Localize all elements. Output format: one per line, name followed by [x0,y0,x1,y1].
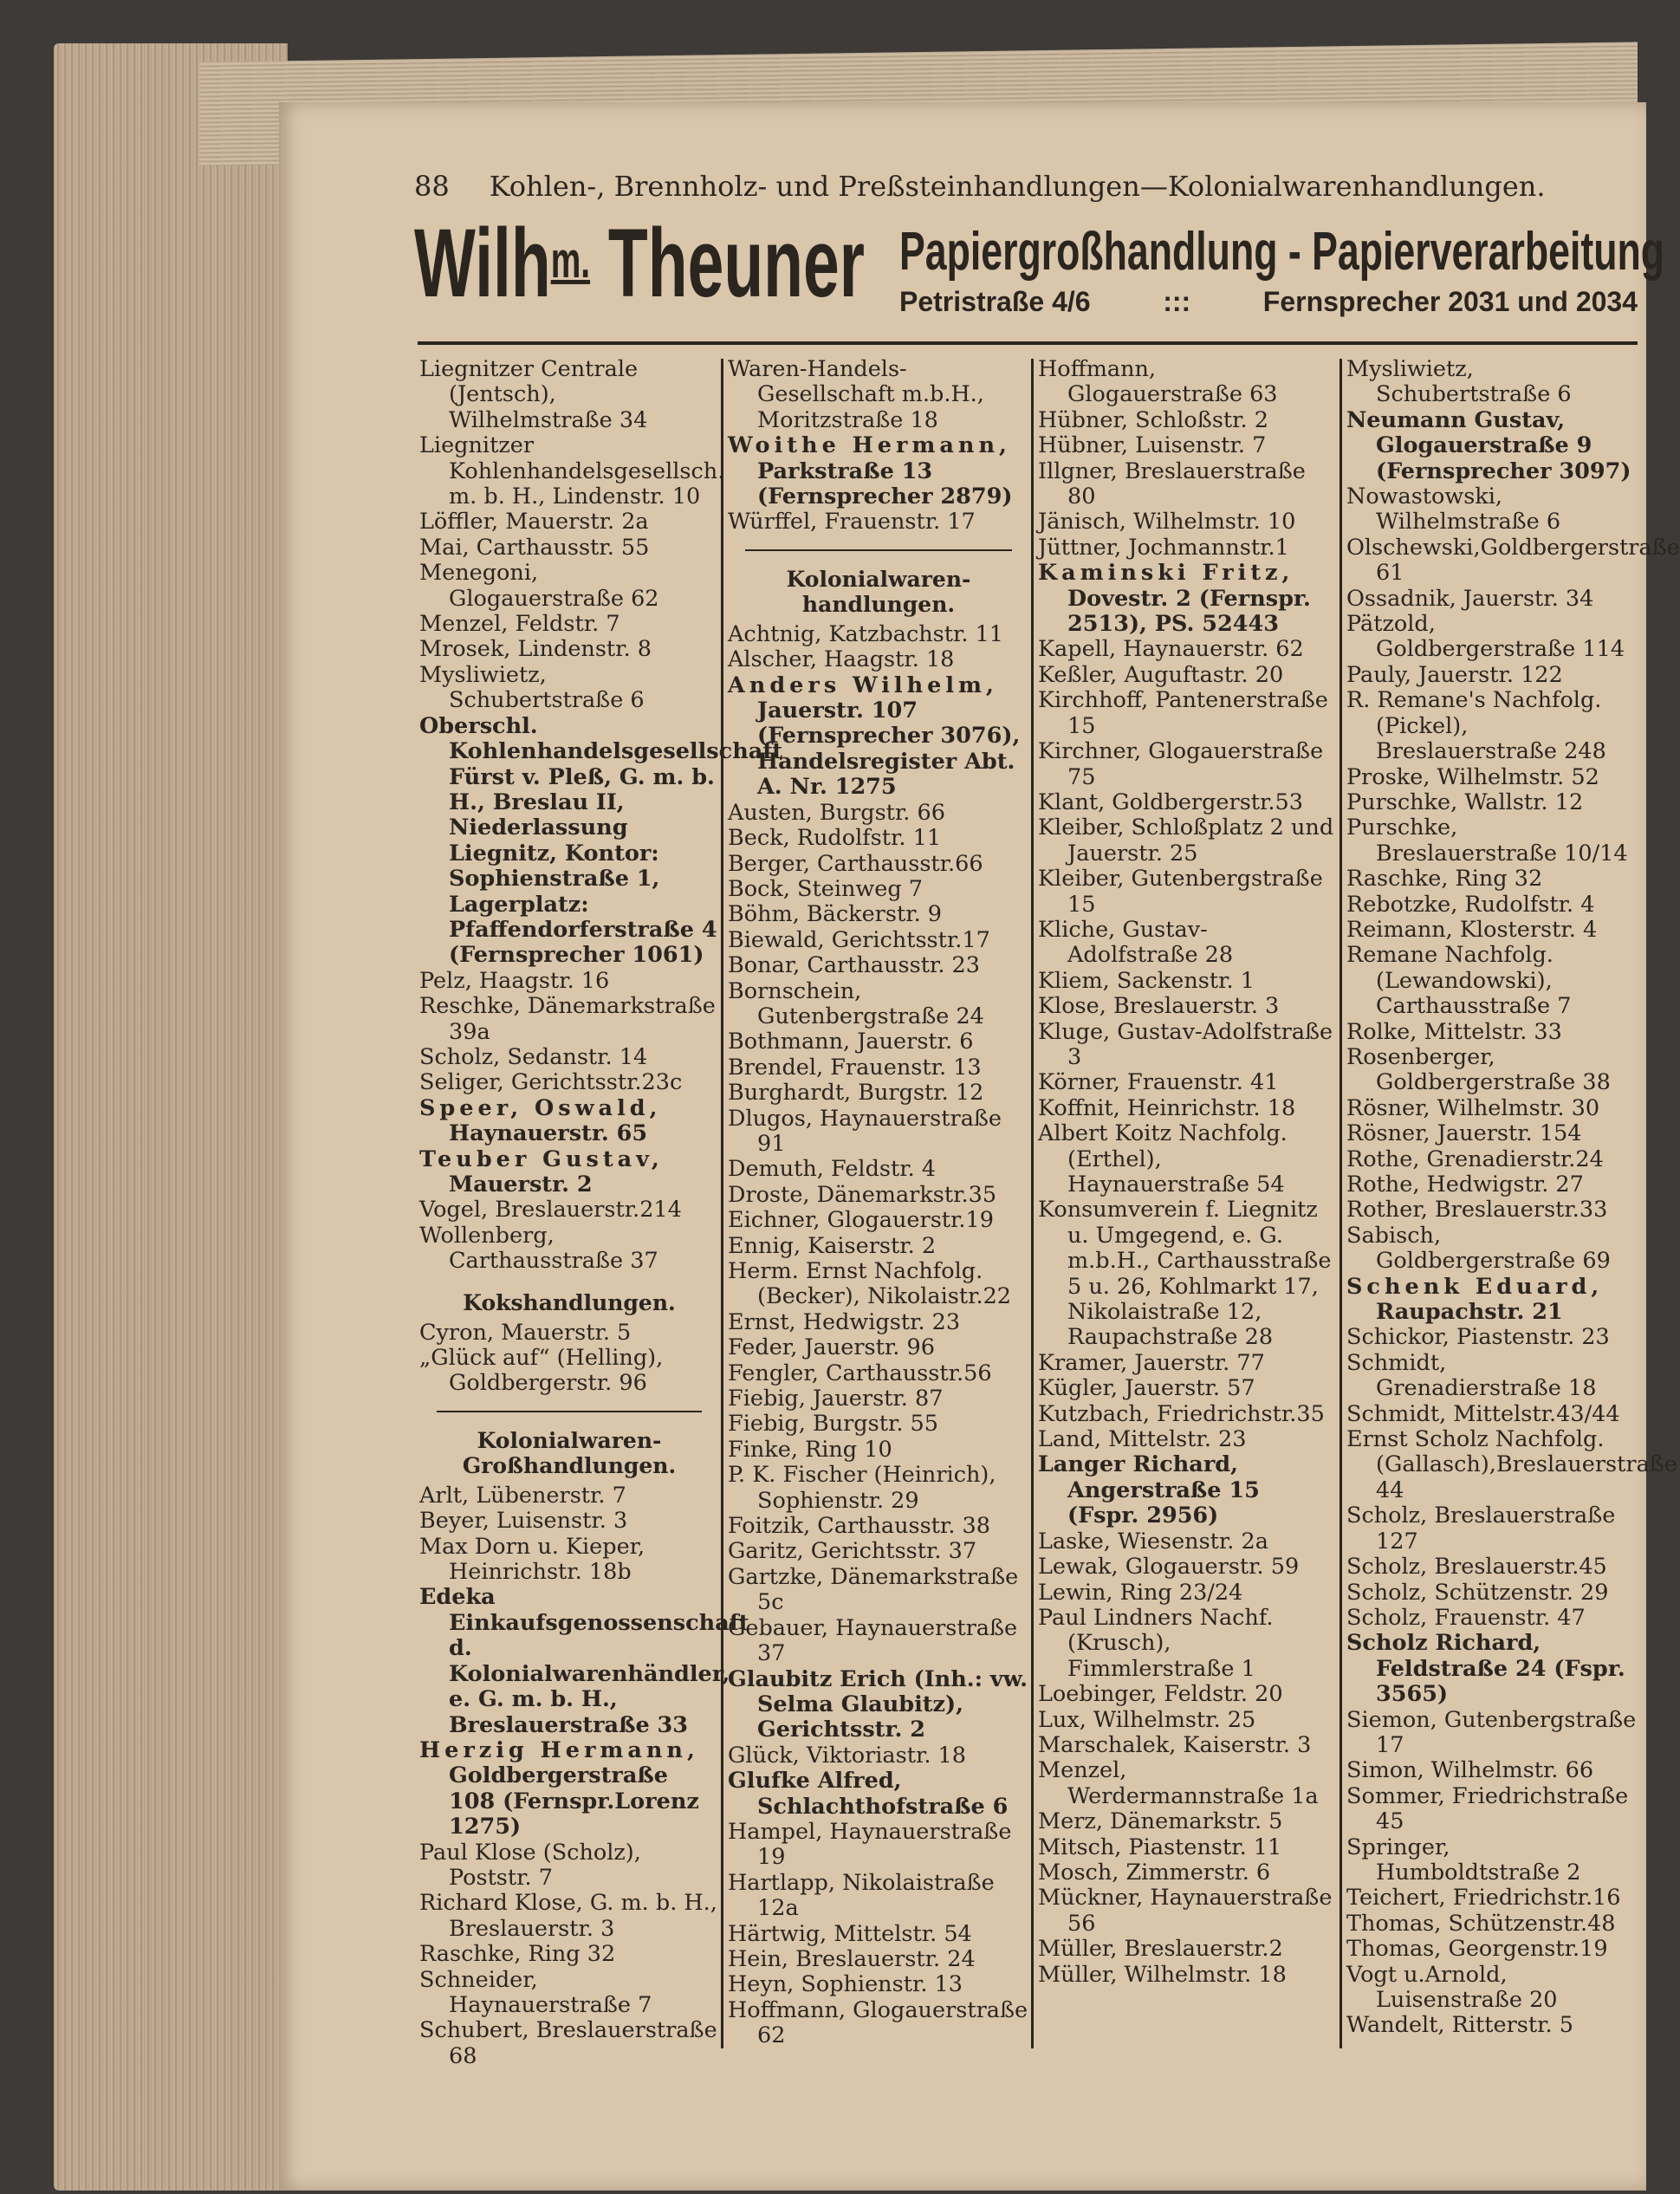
directory-entry: Reimann, Klosterstr. 4 [1346,916,1598,943]
directory-entry: Liegnitzer Kohlenhandelsgesellsch. m. b. H., Lindenstr. 10 [419,432,725,510]
entry-list [1346,1324,1677,1631]
directory-entry: Eichner, Glogauerstr.19 [728,1207,994,1234]
directory-entry: Kliche, Gustav-Adolfstraße 28 [1038,916,1234,969]
directory-entry: Springer, Humboldtstraße 2 [1346,1834,1581,1886]
directory-entry: Ossadnik, Jauerstr. 34 [1346,585,1594,612]
directory-entry: Fiebig, Jauerstr. 87 [728,1386,944,1412]
directory-entry: Menzel, Feldstr. 7 [419,611,620,638]
column-divider [1339,359,1342,2048]
directory-entry: Kügler, Jauerstr. 57 [1038,1375,1255,1402]
entry-list [1346,1708,1638,2039]
directory-entry: Rothe, Hedwigstr. 27 [1346,1172,1584,1198]
directory-entry: Berger, Carthausstr.66 [728,850,983,877]
directory-entry: Thomas, Georgenstr.19 [1346,1936,1608,1963]
directory-entry: Jänisch, Wilhelmstr. 10 [1038,509,1296,536]
directory-entry: Kliem, Sackenstr. 1 [1038,967,1255,994]
directory-entry: Klose, Breslauerstr. 3 [1038,993,1280,1020]
directory-entry: Mysliwietz, Schubertstraße 6 [419,661,645,714]
entry-list [419,1198,719,1274]
directory-entry: Müller, Wilhelmstr. 18 [1038,1961,1287,1988]
directory-entry: Mrosek, Lindenstr. 8 [419,636,652,663]
directory-entry: Wandelt, Ritterstr. 5 [1346,2012,1573,2039]
directory-entry: Richard Klose, G. m. b. H., Breslauerstr. 3 [419,1890,717,1942]
entry-list [419,1321,719,1397]
directory-entry: Proske, Wilhelmstr. 52 [1346,763,1599,790]
entry-speer [419,1096,719,1147]
directory-entry: Rother, Breslauerstr.33 [1346,1197,1608,1224]
directory-entry: Härtwig, Mittelstr. 54 [728,1920,972,1947]
entry-list [419,969,719,1096]
entry-anders-name: Anders Wilhelm, [728,672,998,698]
entry-list [1038,357,1338,561]
entry-neumann: Neumann Gustav, Glogauerstraße 9 (Fernsprecher 3097) [1346,406,1631,484]
entry-woithe [728,433,1029,510]
column-divider [721,359,723,2048]
directory-entry: Rebotzke, Rudolfstr. 4 [1346,891,1595,918]
directory-entry: Scholz, Frauenstr. 47 [1346,1604,1586,1631]
entry-herzig-address: Goldbergerstraße 108 (Fernspr.Lorenz 1275) [449,1762,699,1840]
directory-entry: Körner, Frauenstr. 41 [1038,1069,1279,1096]
directory-entry: Garitz, Gerichtsstr. 37 [728,1538,977,1565]
entry-teuber [419,1147,719,1198]
entry-list [419,1483,719,1586]
section-heading-kokshandlungen: Kokshandlungen. [463,1289,676,1315]
directory-entry: Beyer, Luisenstr. 3 [419,1508,628,1535]
directory-entry: Purschke, Breslauerstraße 10/14 [1346,815,1628,867]
directory-entry: Rösner, Wilhelmstr. 30 [1346,1094,1600,1121]
header-rule [418,341,1638,345]
directory-entry: Bornschein, Gutenbergstraße 24 [728,977,984,1029]
entry-list [728,801,1029,1667]
directory-entry: Purschke, Wallstr. 12 [1346,789,1584,815]
archive-stamp [165,485,277,1282]
directory-entry: Reschke, Dänemarkstraße 39a [419,993,716,1045]
directory-entry: Hoffmann, Glogauerstraße 63 [1038,356,1278,408]
entry-list [728,1820,1029,2049]
directory-entry: Rösner, Jauerstr. 154 [1346,1120,1582,1147]
page-number: 88 [414,170,450,203]
directory-entry: Jüttner, Jochmannstr.1 [1038,534,1289,561]
heading-line-2: handlungen. [801,591,956,617]
directory-entry: Land, Mittelstr. 23 [1038,1426,1247,1453]
directory-entry: Löffler, Mauerstr. 2a [419,509,649,536]
directory-entry: Alscher, Haagstr. 18 [728,646,955,673]
directory-entry: Kluge, Gustav-Adolfstraße 3 [1038,1018,1333,1070]
directory-entry: Hampel, Haynauerstraße 19 [728,1818,1012,1871]
directory-entry: Sommer, Friedrichstraße 45 [1346,1782,1629,1835]
section-heading-kolonialwaren [728,567,1029,617]
directory-columns [418,356,1680,2069]
directory-entry: Scholz, Breslauerstr.45 [1346,1554,1607,1581]
directory-entry: Merz, Dänemarkstr. 5 [1038,1808,1283,1835]
directory-entry: Lux, Wilhelmstr. 25 [1038,1706,1256,1733]
directory-entry: Bothmann, Jauerstr. 6 [728,1029,974,1055]
entry-list [728,357,1029,433]
directory-entry: Wollenberg, Carthausstraße 37 [419,1222,658,1275]
directory-entry: Hoffmann, Glogauerstraße 62 [728,1996,1028,2049]
entry-langer: Langer Richard, Angerstraße 15 (Fspr. 2956) [1038,1451,1260,1529]
entry-schenk-address: Raupachstr. 21 [1376,1299,1563,1326]
entry-schenk-name: Schenk Eduard, [1346,1273,1604,1300]
entry-edeka: Edeka Einkaufsgenossenschaft d. Kolonialwarenhändler, e. G. m. b. H., Breslauerstraße 33 [419,1584,749,1738]
entry-list [1346,357,1638,408]
entry-kaminski-name: Kaminski Fritz, [1038,560,1294,587]
directory-entry: Glück, Viktoriastr. 18 [728,1742,966,1769]
directory-entry: Kapell, Haynauerstr. 62 [1038,636,1304,663]
column-divider [1031,359,1034,2048]
entry-speer-name: Speer, Oswald, [419,1094,662,1121]
directory-entry: Menegoni, Glogauerstraße 62 [419,560,659,612]
ad-business-line: Papiergroßhandlung - Papierverarbeitung [899,222,1665,282]
entry-anders-address: Jauerstr. 107 (Fernsprecher 3076), Handelsregister Abt. A. Nr. 1275 [757,698,1021,801]
heading-line-2: Großhandlungen. [462,1452,677,1478]
directory-entry: Finke, Ring 10 [728,1436,892,1463]
directory-entry: Remane Nachfolg. (Lewandowski), Carthausstraße 7 [1346,942,1572,1020]
directory-entry: Hein, Breslauerstr. 24 [728,1945,976,1972]
ad-name-last: Theuner [607,209,865,317]
directory-entry: Paul Klose (Scholz), Poststr. 7 [419,1839,641,1891]
directory-entry: Hübner, Luisenstr. 7 [1038,432,1267,459]
entry-anders [728,673,1029,801]
directory-entry: „Glück auf“ (Helling), Goldbergerstr. 96 [419,1345,664,1397]
directory-entry: Seliger, Gerichtsstr.23c [419,1069,683,1096]
directory-entry: Teichert, Friedrichstr.16 [1346,1885,1621,1912]
directory-entry: Raschke, Ring 32 [419,1941,616,1968]
entry-teuber-name: Teuber Gustav, [419,1146,664,1172]
directory-entry: Illgner, Breslauerstraße 80 [1038,458,1306,510]
directory-entry: Kirchhoff, Pantenerstraße 15 [1038,687,1328,739]
directory-entry: Ennig, Kaiserstr. 2 [728,1232,937,1259]
ad-name-first: Wilh [414,209,551,317]
entry-list [419,356,725,714]
directory-entry: Bock, Steinweg 7 [728,875,923,902]
directory-entry: Marschalek, Kaiserstr. 3 [1038,1731,1312,1758]
entry-woithe-name: Woithe Hermann, [728,432,1011,459]
column-2 [728,357,1029,2055]
directory-entry: Kleiber, Gutenbergstraße 15 [1038,866,1323,918]
directory-entry: Müller, Breslauerstr.2 [1038,1936,1283,1963]
directory-entry: Albert Koitz Nachfolg. (Erthel), Haynauerstraße 54 [1038,1120,1288,1198]
entry-list [1038,637,1338,1452]
directory-entry: Scholz, Schützenstr. 29 [1346,1579,1609,1606]
entry-glaubitz: Glaubitz Erich (Inh.: vw. Selma Glaubitz), Gerichtsstr. 2 [728,1665,1028,1743]
directory-entry: Feder, Jauerstr. 96 [728,1334,935,1361]
entry-glufke: Glufke Alfred, Schlachthofstraße 6 [728,1768,1009,1820]
section-rule [745,549,1012,551]
directory-entry: Raschke, Ring 32 [1346,866,1543,893]
entry-schenk [1346,1275,1638,1326]
directory-entry: Mai, Carthausstr. 55 [419,534,650,561]
entry-kaminski [1038,561,1338,637]
entry-herzig-name: Herzig Hermann, [419,1736,699,1763]
directory-entry: Ernst Scholz Nachfolg. (Gallasch),Breslauerstraße 44 [1346,1426,1677,1503]
directory-entry: Mosch, Zimmerstr. 6 [1038,1859,1271,1886]
directory-entry: Austen, Burgstr. 66 [728,799,945,826]
directory-entry: Mückner, Haynauerstraße 56 [1038,1885,1333,1937]
entry-herzig [419,1738,719,1840]
directory-entry: Mitsch, Piastenstr. 11 [1038,1834,1282,1860]
directory-entry: Kleiber, Schloßplatz 2 und Jauerstr. 25 [1038,815,1334,867]
directory-entry: Gebauer, Haynauerstraße 37 [728,1614,1018,1667]
directory-entry: Nowastowski, Wilhelmstraße 6 [1346,484,1561,536]
entry-scholz-richard: Scholz Richard, Feldstraße 24 (Fspr. 3565) [1346,1630,1625,1708]
directory-entry: Foitzik, Carthausstr. 38 [728,1513,990,1540]
directory-entry: Biewald, Gerichtsstr.17 [728,926,990,953]
directory-entry: Bonar, Carthausstr. 23 [728,952,980,979]
directory-entry: Thomas, Schützenstr.48 [1346,1910,1616,1937]
directory-entry: Konsumverein f. Liegnitz u. Umgegend, e. G. m.b.H., Carthausstraße 5 u. 26, Kohlmarkt 17, Nikolaistraße 12, Raupachstraße 28 [1038,1197,1332,1351]
entry-woithe-address: Parkstraße 13 (Fernsprecher 2879) [757,458,1013,510]
directory-entry: Pelz, Haagstr. 16 [419,967,610,994]
directory-entry: Pauly, Jauerstr. 122 [1346,661,1563,688]
directory-entry: Beck, Rudolfstr. 11 [728,825,942,852]
entry-kaminski-address: Dovestr. 2 (Fernspr. 2513), PS. 52443 [1067,585,1311,638]
directory-entry: Burghardt, Burgstr. 12 [728,1080,984,1107]
directory-entry: Waren-Handels-Gesellschaft m.b.H., Moritzstraße 18 [728,356,984,433]
directory-entry: Mysliwietz, Schubertstraße 6 [1346,356,1572,408]
column-4 [1346,356,1680,2055]
ad-details [899,222,1665,318]
entry-speer-address: Haynauerstr. 65 [449,1120,648,1147]
directory-entry: Arlt, Lübenerstr. 7 [419,1482,626,1509]
directory-entry: Schmidt, Mittelstr.43/44 [1346,1400,1620,1427]
entry-list [728,1743,1029,1769]
directory-entry: Liegnitzer Centrale (Jentsch), Wilhelmstraße 34 [419,356,648,433]
directory-entry: Brendel, Frauenstr. 13 [728,1054,982,1081]
ad-company-name [414,209,865,317]
directory-entry: Scholz, Breslauerstraße 127 [1346,1503,1616,1555]
directory-entry: Rosenberger, Goldbergerstraße 38 [1346,1043,1611,1096]
directory-entry: Lewin, Ring 23/24 [1038,1579,1243,1606]
directory-entry: Koffnit, Heinrichstr. 18 [1038,1094,1296,1121]
directory-entry: Ernst, Hedwigstr. 23 [728,1308,961,1335]
ad-phone: Fernsprecher 2031 und 2034 [1262,286,1638,317]
directory-entry: Vogt u.Arnold, Luisenstraße 20 [1346,1961,1558,2013]
directory-entry: Olschewski,Goldbergerstraße 61 [1346,534,1680,587]
directory-entry: Paul Lindners Nachf. (Krusch), Fimmlerstraße 1 [1038,1604,1274,1682]
running-head [414,170,1644,203]
directory-entry: Schickor, Piastenstr. 23 [1346,1324,1610,1351]
directory-entry: Cyron, Mauerstr. 5 [419,1319,632,1346]
entry-list [419,1840,719,2070]
directory-entry: Gartzke, Dänemarkstraße 5c [728,1563,1019,1616]
directory-entry: Rothe, Grenadierstr.24 [1346,1146,1604,1172]
directory-entry: R. Remane's Nachfolg. (Pickel), Breslauerstraße 248 [1346,687,1606,765]
directory-entry: Heyn, Sophienstr. 13 [728,1971,963,1998]
ad-name-sup: m. [550,232,591,289]
directory-entry: Lewak, Glogauerstr. 59 [1038,1554,1300,1581]
directory-entry: Sabisch, Goldbergerstraße 69 [1346,1222,1611,1275]
directory-entry: Kutzbach, Friedrichstr.35 [1038,1400,1325,1427]
column-1 [419,356,783,2069]
entry-list [728,510,1029,535]
directory-entry: Loebinger, Feldstr. 20 [1038,1681,1283,1708]
directory-entry: Kramer, Jauerstr. 77 [1038,1349,1265,1376]
heading-line-1: Kolonialwaren- [786,566,971,592]
directory-entry: Hartlapp, Nikolaistraße 12a [728,1869,995,1922]
directory-entry: Schneider, Haynauerstraße 7 [419,1966,652,2018]
directory-entry: Menzel, Werdermannstraße 1a [1038,1757,1319,1809]
directory-entry: Fengler, Carthausstr.56 [728,1360,992,1386]
heading-line-1: Kolonialwaren- [477,1427,662,1453]
directory-entry: Würffel, Frauenstr. 17 [728,509,976,536]
directory-entry: Achtnig, Katzbachstr. 11 [728,620,1004,647]
directory-entry: Dlugos, Haynauerstraße 91 [728,1105,1002,1157]
section-rule [437,1411,702,1412]
section-heading-grosshandlungen [419,1428,719,1478]
directory-entry: Simon, Wilhelmstr. 66 [1346,1757,1594,1784]
directory-entry: Schubert, Breslauerstraße 68 [419,2017,717,2069]
column-3 [1038,357,1338,2055]
entry-list [1038,1529,1338,1988]
ad-contact-line [899,286,1638,318]
page-title: Kohlen-, Brennholz- und Preßsteinhandlungen—Kolonialwarenhandlungen. [489,170,1546,203]
entry-list [728,622,1029,673]
directory-entry: Max Dorn u. Kieper, Heinrichstr. 18b [419,1533,645,1586]
directory-entry: Demuth, Feldstr. 4 [728,1156,937,1183]
directory-entry: Vogel, Breslauerstr.214 [419,1197,682,1224]
directory-entry: Klant, Goldbergerstr.53 [1038,789,1303,815]
ad-separator: ::: [1163,286,1191,317]
directory-entry: Schmidt, Grenadierstraße 18 [1346,1349,1597,1402]
directory-entry: Böhm, Bäckerstr. 9 [728,901,943,928]
entry-teuber-address: Mauerstr. 2 [449,1172,593,1198]
entry-oberschl-kohlenhandel: Oberschl. Kohlenhandelsgesellschaft Fürst v. Pleß, G. m. b. H., Breslau II, Niederlassung Liegnitz, Kontor: Sophienstraße 1, Lagerplatz: Pfaffendorferstraße 4 (Fernsprecher 1061) [419,712,783,969]
directory-entry: Kirchner, Glogauerstraße 75 [1038,738,1324,790]
directory-entry: Keßler, Auguftastr. 20 [1038,661,1284,688]
directory-entry: Pätzold, Goldbergerstraße 114 [1346,611,1625,663]
directory-entry: P. K. Fischer (Heinrich), Sophienstr. 29 [728,1462,996,1514]
directory-entry: Fiebig, Burgstr. 55 [728,1411,939,1438]
directory-entry: Laske, Wiesenstr. 2a [1038,1528,1268,1555]
entry-list [1346,484,1680,1275]
ad-address: Petristraße 4/6 [899,286,1091,317]
directory-entry: Siemon, Gutenbergstraße 17 [1346,1706,1637,1758]
directory-entry: Hübner, Schloßstr. 2 [1038,406,1268,433]
directory-entry: Rolke, Mittelstr. 33 [1346,1018,1562,1045]
directory-entry: Scholz, Sedanstr. 14 [419,1043,648,1070]
directory-entry: Herm. Ernst Nachfolg. (Becker), Nikolaistr.22 [728,1258,1012,1310]
directory-entry: Droste, Dänemarkstr.35 [728,1181,997,1208]
